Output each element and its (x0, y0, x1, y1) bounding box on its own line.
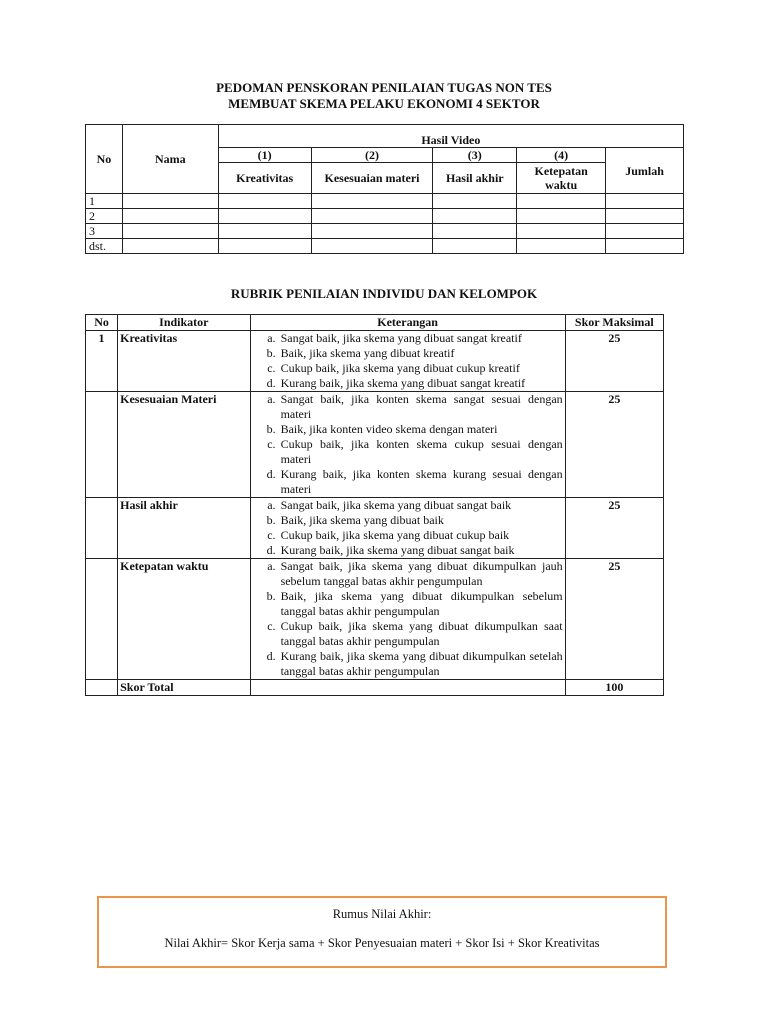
header-kreativitas: Kreativitas (218, 163, 311, 194)
table-row (86, 209, 684, 224)
header-nama: Nama (122, 125, 218, 194)
option-item: b. Baik, jika skema yang dibuat baik (279, 513, 563, 528)
option-item: a. Sangat baik, jika skema yang dibuat sangat kreatif (279, 331, 563, 346)
option-item: d. Kurang baik, jika skema yang dibuat dikumpulkan setelah tanggal batas akhir pengumpulan (279, 649, 563, 679)
rubric-keterangan (250, 392, 565, 498)
rubric-header-keterangan: Keterangan (250, 315, 565, 331)
option-item: c. Cukup baik, jika konten skema cukup sesuai dengan materi (279, 437, 563, 467)
option-item: b. Baik, jika konten video skema dengan materi (279, 422, 563, 437)
header-num-3: (3) (433, 148, 517, 163)
option-item: b. Baik, jika skema yang dibuat kreatif (279, 346, 563, 361)
rubric-skor: 25 (565, 331, 663, 392)
option-item: a. Sangat baik, jika skema yang dibuat sangat baik (279, 498, 563, 513)
rubric-header-no: No (86, 315, 118, 331)
rubric-indikator: Kreativitas (118, 331, 250, 392)
rubric-skor: 25 (565, 498, 663, 559)
header-jumlah: Jumlah (606, 148, 684, 194)
rubric-row-no: 1 (86, 331, 118, 392)
rubric-skor: 25 (565, 392, 663, 498)
rubric-row-hasil-akhir (86, 498, 664, 559)
rubric-title: RUBRIK PENILAIAN INDIVIDU DAN KELOMPOK (230, 286, 538, 301)
rubric-indikator: Hasil akhir (118, 498, 250, 559)
header-num-2: (2) (311, 148, 433, 163)
option-item: d. Kurang baik, jika skema yang dibuat sangat kreatif (279, 376, 563, 391)
row-number: 1 (86, 194, 123, 209)
row-number: 3 (86, 224, 123, 239)
header-hasil-video: Hasil Video (218, 125, 683, 148)
document-title-line-1: PEDOMAN PENSKORAN PENILAIAN TUGAS NON TES (216, 80, 552, 95)
rubric-indikator: Ketepatan waktu (118, 559, 250, 680)
header-no: No (86, 125, 123, 194)
header-num-1: (1) (218, 148, 311, 163)
header-num-4: (4) (517, 148, 606, 163)
option-item: c. Cukup baik, jika skema yang dibuat cukup baik (279, 528, 563, 543)
rubric-total-row (86, 680, 664, 696)
rubric-keterangan (250, 559, 565, 680)
option-item: c. Cukup baik, jika skema yang dibuat cukup kreatif (279, 361, 563, 376)
total-label: Skor Total (118, 680, 250, 696)
formula-text: Nilai Akhir= Skor Kerja sama + Skor Penyesuaian materi + Skor Isi + Skor Kreativitas (164, 936, 600, 950)
rubric-skor: 25 (565, 559, 663, 680)
option-item: a. Sangat baik, jika skema yang dibuat dikumpulkan jauh sebelum tanggal batas akhir pengumpulan (279, 559, 563, 589)
table-row (86, 194, 684, 209)
rubric-header-skor: Skor Maksimal (565, 315, 663, 331)
rubric-row-kreativitas (86, 331, 664, 392)
header-hasil-akhir: Hasil akhir (433, 163, 517, 194)
rubric-keterangan (250, 498, 565, 559)
formula-heading: Rumus Nilai Akhir: (332, 907, 432, 921)
rubric-header-indikator: Indikator (118, 315, 250, 331)
document-title-line-2: MEMBUAT SKEMA PELAKU EKONOMI 4 SEKTOR (228, 96, 540, 111)
rubric-indikator: Kesesuaian Materi (118, 392, 250, 498)
header-ketepatan-waktu: Ketepatan waktu (517, 163, 606, 194)
table-row (86, 239, 684, 254)
row-number: dst. (86, 239, 123, 254)
option-item: c. Cukup baik, jika skema yang dibuat dikumpulkan saat tanggal batas akhir pengumpulan (279, 619, 563, 649)
rubric-table (85, 314, 664, 696)
row-number: 2 (86, 209, 123, 224)
option-item: b. Baik, jika skema yang dibuat dikumpulkan sebelum tanggal batas akhir pengumpulan (279, 589, 563, 619)
rubric-keterangan (250, 331, 565, 392)
option-item: a. Sangat baik, jika konten skema sangat sesuai dengan materi (279, 392, 563, 422)
table-row (86, 224, 684, 239)
header-kesesuaian-materi: Kesesuaian materi (311, 163, 433, 194)
option-item: d. Kurang baik, jika skema yang dibuat sangat baik (279, 543, 563, 558)
rubric-row-ketepatan-waktu (86, 559, 664, 680)
rubric-row-kesesuaian-materi (86, 392, 664, 498)
option-item: d. Kurang baik, jika konten skema kurang sesuai dengan materi (279, 467, 563, 497)
scoring-table (85, 124, 684, 254)
formula-box (97, 896, 667, 968)
total-value: 100 (565, 680, 663, 696)
